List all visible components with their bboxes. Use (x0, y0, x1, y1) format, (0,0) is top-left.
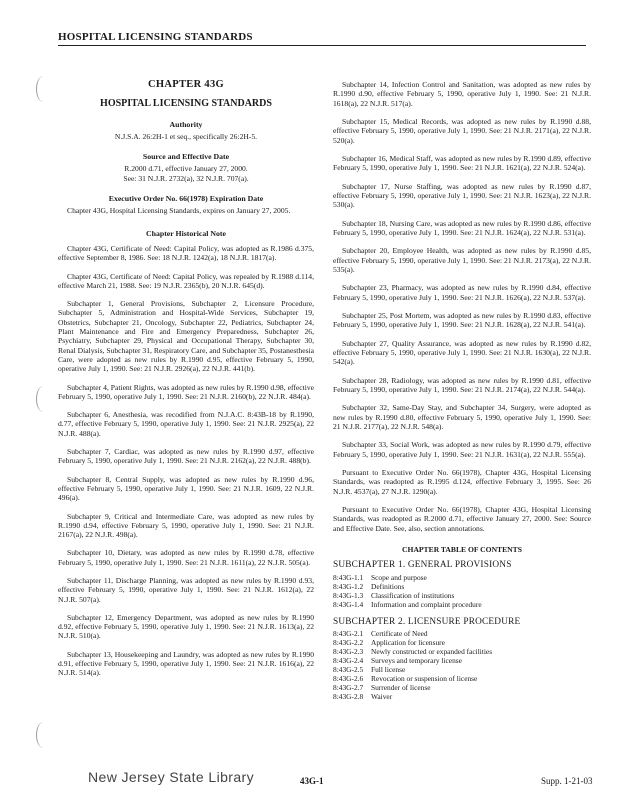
history-paragraph: Subchapter 32, Same-Day Stay, and Subchapter 34, Surgery, were adopted as new rules by R.1990 d.80, effective February 5, 1990, operative July 1, 1990. See: 21 N.J.R. 2177(a), 22 N.J.R. 548(a). (333, 403, 591, 431)
toc-row (333, 692, 591, 701)
toc-section-number: 8:43G-1.3 (333, 590, 364, 600)
executive-order-heading: Executive Order No. 66(1978) Expiration Date (108, 194, 264, 204)
history-paragraph: Subchapter 33, Social Work, was adopted as new rules by R.1990 d.79, effective February 5, 1990, operative July 1, 1990. See: 21 N.J.R. 1631(a), 22 N.J.R. 555(a). (333, 440, 591, 459)
toc-row (333, 591, 591, 600)
library-watermark: New Jersey State Library (88, 769, 254, 785)
history-paragraph: Subchapter 7, Cardiac, was adopted as new rules by R.1990 d.97, effective February 5, 1990, operative July 1, 1990. See: 21 N.J.R. 2162(a), 22 N.J.R. 488(b). (58, 447, 314, 466)
binder-hole-mark (36, 386, 51, 412)
authority-heading: Authority (169, 119, 203, 129)
history-paragraph: Subchapter 27, Quality Assurance, was adopted as new rules by R.1990 d.82, effective February 5, 1990, operative July 1, 1990. See: 21 N.J.R. 1630(a), 22 N.J.R. 542(a). (333, 338, 591, 367)
toc-row (333, 638, 591, 647)
toc-section-title: Certificate of Need (371, 628, 428, 638)
history-paragraph: Subchapter 13, Housekeeping and Laundry, was adopted as new rules by R.1990 d.91, effective February 5, 1990, operative July 1, 1990. See: 21 N.J.R. 1616(a), 22 N.J.R. 514(a). (58, 649, 314, 678)
history-paragraph: Subchapter 23, Pharmacy, was adopted as new rules by R.1990 d.84, effective February 5, 1990, operative July 1, 1990. See: 21 N.J.R. 1626(a), 22 N.J.R. 537(a). (333, 283, 591, 302)
source-text: R.2000 d.71, effective January 27, 2000. (124, 164, 248, 174)
subchapter-1-heading: SUBCHAPTER 1. GENERAL PROVISIONS (333, 560, 512, 571)
toc-row (333, 656, 591, 665)
history-paragraph: Subchapter 8, Central Supply, was adopted as new rules by R.1990 d.96, effective February 5, 1990, operative July 1, 1990. See: 21 N.J.R. 1609, 22 N.J.R. 496(a). (58, 474, 314, 503)
toc-section-title: Application for licensure (371, 637, 445, 647)
supplement-date: Supp. 1-21-03 (541, 776, 593, 786)
history-paragraph: Subchapter 20, Employee Health, was adopted as new rules by R.1990 d.85, effective February 5, 1990, operative July 1, 1990. See: 21 N.J.R. 2173(a), 22 N.J.R. 535(a). (333, 246, 591, 274)
history-paragraph: Subchapter 1, General Provisions, Subchapter 2, Licensure Procedure, Subchapter 5, Administration and Hospital-Wide Services, Subchapter 19, Obstetrics, Subchapter 21, Oncology, Subchapter 22, Pediatrics, Subchapter 24, Plant Maintenance and Fire and Emergency Preparedness, Subchapter 26, Psychiatry, Subchapter 29, Physical and Occupational Therapy, Subchapter 30, Renal Dialysis, Subchapter 31, Respiratory Care, and Subchapter 35, Postanesthesia Care, were adopted as new rules by R.1990 d.95, effective February 5, 1990, operative July 1, 1990. See: 21 N.J.R. 2926(a), 22 N.J.R. 441(b). (58, 299, 314, 374)
history-paragraph: Subchapter 9, Critical and Intermediate Care, was adopted as new rules by R.1990 d.94, effective February 5, 1990, operative July 1, 1990. See: 21 N.J.R. 2167(a), 22 N.J.R. 498(a). (58, 511, 314, 540)
toc-section-number: 8:43G-2.2 (333, 637, 364, 647)
toc-section-title: Surrender of license (371, 682, 431, 692)
binder-hole-mark (36, 722, 51, 748)
toc-section-title: Scope and purpose (371, 572, 427, 582)
chapter-title: HOSPITAL LICENSING STANDARDS (100, 98, 272, 110)
toc-section-number: 8:43G-1.2 (333, 581, 364, 591)
toc-section-number: 8:43G-2.3 (333, 646, 364, 656)
toc-row (333, 582, 591, 591)
history-paragraph: Subchapter 15, Medical Records, was adopted as new rules by R.1990 d.88, effective February 5, 1990, operative July 1, 1990. See: 21 N.J.R. 2171(a), 22 N.J.R. 520(a). (333, 116, 591, 145)
toc-section-number: 8:43G-2.6 (333, 673, 364, 683)
history-paragraph: Subchapter 11, Discharge Planning, was adopted as new rules by R.1990 d.93, effective February 5, 1990, operative July 1, 1990. See: 21 N.J.R. 1612(a), 22 N.J.R. 507(a). (58, 575, 314, 604)
toc-section-number: 8:43G-1.1 (333, 572, 364, 582)
toc-title: CHAPTER TABLE OF CONTENTS (402, 544, 522, 554)
subchapter-2-heading: SUBCHAPTER 2. LICENSURE PROCEDURE (333, 616, 521, 627)
history-paragraph: Subchapter 28, Radiology, was adopted as new rules by R.1990 d.81, effective February 5, 1990, operative July 1, 1990. See: 21 N.J.R. 2174(a), 22 N.J.R. 544(a). (333, 375, 591, 394)
toc-section-number: 8:43G-2.5 (333, 664, 364, 674)
toc-row (333, 629, 591, 638)
historical-note-heading: Chapter Historical Note (146, 228, 226, 238)
history-paragraph: Subchapter 17, Nurse Staffing, was adopted as new rules by R.1990 d.87, effective February 5, 1990, operative July 1, 1990. See: 21 N.J.R. 1623(a), 22 N.J.R. 530(a). (333, 181, 591, 210)
toc-section-title: Full license (371, 664, 406, 674)
history-paragraph: Subchapter 14, Infection Control and Sanitation, was adopted as new rules by R.1990 d.90, effective February 5, 1990, operative July 1, 1990. See: 21 N.J.R. 1618(a), 22 N.J.R. 517(a). (333, 80, 591, 108)
left-column (58, 80, 314, 687)
source-text: See: 31 N.J.R. 2732(a), 32 N.J.R. 707(a). (123, 173, 249, 183)
header-rule (58, 45, 586, 46)
chapter-number: CHAPTER 43G (148, 79, 224, 90)
history-paragraph: Pursuant to Executive Order No. 66(1978), Chapter 43G, Hospital Licensing Standards, was readopted as R.1995 d.124, effective February 3, 1995. See: 26 N.J.R. 4537(a), 27 N.J.R. 1290(a). (333, 468, 591, 496)
toc-section-title: Revocation or suspension of license (371, 673, 478, 683)
toc-section-title: Waiver (371, 691, 393, 701)
history-paragraph: Pursuant to Executive Order No. 66(1978), Chapter 43G, Hospital Licensing Standards, was readopted as R.2000 d.71, effective January 27, 2000. See: Source and Effective Date. See, also, section annotations. (333, 505, 591, 533)
toc-section-title: Classification of institutions (371, 590, 455, 600)
history-paragraph: Subchapter 4, Patient Rights, was adopted as new rules by R.1990 d.98, effective February 5, 1990, operative July 1, 1990. See: 21 N.J.R. 2160(b), 22 N.J.R. 484(a). (58, 382, 314, 401)
authority-text: N.J.S.A. 26:2H-1 et seq., specifically 26:2H-5. (114, 131, 258, 141)
history-paragraph: Subchapter 12, Emergency Department, was adopted as new rules by R.1990 d.92, effective February 5, 1990, operative July 1, 1990. See: 21 N.J.R. 1613(a), 22 N.J.R. 510(a). (58, 612, 314, 641)
source-heading: Source and Effective Date (142, 152, 230, 162)
toc-section-title: Information and complaint procedure (371, 599, 482, 609)
toc-section-number: 8:43G-2.4 (333, 655, 364, 665)
history-paragraph: Subchapter 25, Post Mortem, was adopted as new rules by R.1990 d.83, effective February 5, 1990, operative July 1, 1990. See: 21 N.J.R. 1628(a), 22 N.J.R. 541(a). (333, 311, 591, 330)
history-paragraph: Chapter 43G, Certificate of Need: Capital Policy, was repealed by R.1988 d.114, effective March 21, 1988. See: 19 N.J.R. 2365(b), 20 N.J.R. 645(d). (58, 271, 314, 290)
toc-section-title: Surveys and temporary license (371, 655, 462, 665)
toc-section-number: 8:43G-2.8 (333, 691, 364, 701)
binder-hole-mark (36, 76, 51, 102)
toc-section-title: Definitions (371, 581, 405, 591)
toc-row (333, 647, 591, 656)
history-paragraph: Chapter 43G, Certificate of Need: Capital Policy, was adopted as R.1986 d.375, effective September 8, 1986. See: 18 N.J.R. 1242(a), 18 N.J.R. 1817(a). (58, 243, 314, 263)
right-column (333, 80, 591, 701)
running-head: HOSPITAL LICENSING STANDARDS (58, 31, 253, 43)
toc-row (333, 665, 591, 674)
executive-order-text: Chapter 43G, Hospital Licensing Standards, expires on January 27, 2005. (67, 206, 291, 216)
page-number: 43G-1 (300, 776, 324, 786)
toc-row (333, 683, 591, 692)
toc-section-number: 8:43G-1.4 (333, 599, 364, 609)
toc-row (333, 600, 591, 609)
toc-section-title: Newly constructed or expanded facilities (371, 646, 493, 656)
toc-section-number: 8:43G-2.7 (333, 682, 364, 692)
history-paragraph: Subchapter 18, Nursing Care, was adopted as new rules by R.1990 d.86, effective February 5, 1990, operative July 1, 1990. See: 21 N.J.R. 1624(a), 22 N.J.R. 531(a). (333, 218, 591, 237)
toc-row (333, 674, 591, 683)
history-paragraph: Subchapter 16, Medical Staff, was adopted as new rules by R.1990 d.89, effective February 5, 1990, operative July 1, 1990. See: 21 N.J.R. 1621(a), 22 N.J.R. 524(a). (333, 153, 591, 173)
toc-row (333, 573, 591, 582)
history-paragraph: Subchapter 10, Dietary, was adopted as new rules by R.1990 d.78, effective February 5, 1990, operative July 1, 1990. See: 21 N.J.R. 1611(a), 22 N.J.R. 505(a). (58, 548, 314, 567)
history-paragraph: Subchapter 6, Anesthesia, was recodified from N.J.A.C. 8:43B-18 by R.1990, d.77, effective February 5, 1990, operative July 1, 1990. See: 21 N.J.R. 2925(a), 22 N.J.R. 488(a). (58, 410, 314, 438)
toc-section-number: 8:43G-2.1 (333, 628, 364, 638)
